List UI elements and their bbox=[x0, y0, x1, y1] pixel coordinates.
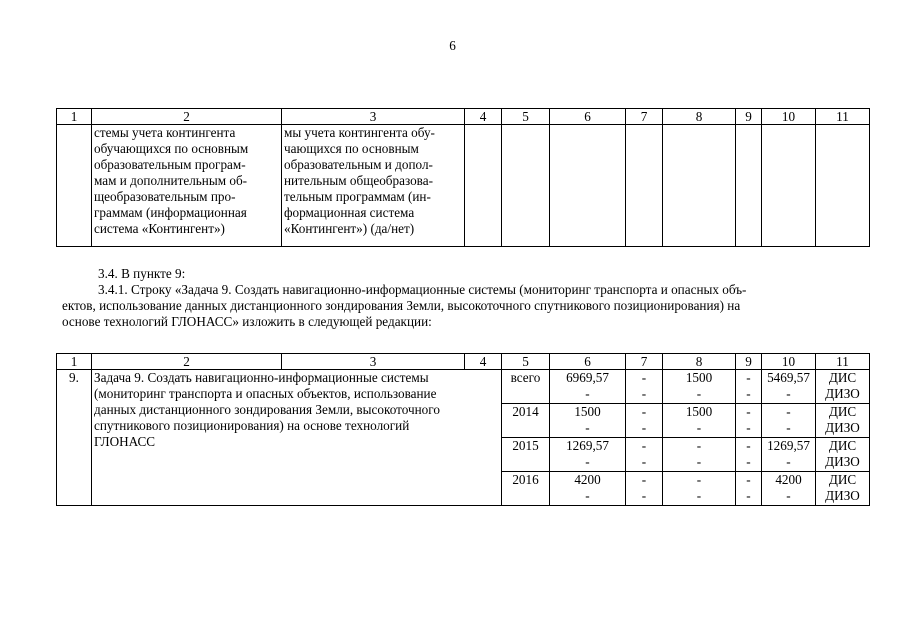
cell-value: - bbox=[786, 404, 791, 419]
cell-dash: - bbox=[585, 454, 590, 469]
cell-value: 5469,57 bbox=[767, 370, 810, 385]
col-header-8: 8 bbox=[663, 354, 736, 370]
cell-col10 bbox=[762, 370, 816, 404]
table-row bbox=[57, 125, 870, 247]
paragraph-3-4: 3.4. В пункте 9: bbox=[98, 266, 186, 281]
cell-value: 4200 bbox=[775, 472, 802, 487]
cell-value: 1500 bbox=[685, 370, 713, 385]
cell-total bbox=[550, 370, 626, 404]
cell-col9 bbox=[736, 370, 762, 404]
col-header-1: 1 bbox=[57, 354, 92, 370]
cell-col7 bbox=[626, 472, 663, 506]
text-line: мы учета контингента обу- bbox=[284, 125, 435, 140]
cell-executor bbox=[816, 472, 870, 506]
cell-col8 bbox=[663, 438, 736, 472]
cell-col9 bbox=[736, 472, 762, 506]
col-header-7: 7 bbox=[626, 109, 663, 125]
cell-value: 1269,57 bbox=[767, 438, 810, 453]
cell-dash: - bbox=[786, 488, 791, 503]
col-header-11: 11 bbox=[816, 354, 870, 370]
text-line: (мониторинг транспорта и опасных объектов, использование bbox=[94, 386, 437, 401]
col-header-11: 11 bbox=[816, 109, 870, 125]
col-header-4: 4 bbox=[465, 109, 502, 125]
col-header-5: 5 bbox=[502, 109, 550, 125]
text-line: данных дистанционного зондирования Земли, высокоточного bbox=[94, 402, 440, 417]
cell-col9 bbox=[736, 438, 762, 472]
cell-empty bbox=[502, 125, 550, 247]
col-header-2: 2 bbox=[92, 354, 282, 370]
col-header-3: 3 bbox=[282, 354, 465, 370]
cell-dash: - bbox=[696, 386, 702, 401]
text-line: ГЛОНАСС bbox=[94, 434, 156, 449]
cell-col10 bbox=[762, 472, 816, 506]
cell-value: - bbox=[746, 404, 751, 419]
cell-dash: - bbox=[585, 420, 590, 435]
col-header-9: 9 bbox=[736, 354, 762, 370]
text-line: чающихся по основным bbox=[284, 141, 419, 156]
executor-line2: ДИЗО bbox=[825, 420, 860, 435]
cell-task-number: 9. bbox=[57, 370, 92, 506]
executor-line1: ДИС bbox=[828, 370, 857, 385]
text-line: обучающихся по основным bbox=[94, 141, 249, 156]
cell-value: 4200 bbox=[574, 472, 601, 487]
cell-empty bbox=[550, 125, 626, 247]
cell-dash: - bbox=[641, 386, 647, 401]
header-row bbox=[57, 109, 870, 125]
cell-empty bbox=[626, 125, 663, 247]
text-line: образовательным програм- bbox=[94, 157, 246, 172]
cell-col9 bbox=[736, 404, 762, 438]
cell-dash: - bbox=[696, 454, 702, 469]
cell-empty bbox=[57, 125, 92, 247]
cell-empty bbox=[762, 125, 816, 247]
col-header-6: 6 bbox=[550, 354, 626, 370]
cell-value: - bbox=[641, 404, 647, 419]
cell-dash: - bbox=[746, 454, 751, 469]
cell-col7 bbox=[626, 404, 663, 438]
cell-period: 2015 bbox=[502, 438, 550, 472]
cell-value: - bbox=[641, 472, 647, 487]
text-line: тельным программам (ин- bbox=[284, 189, 431, 204]
cell-dash: - bbox=[641, 488, 647, 503]
text-line: образовательным и допол- bbox=[284, 157, 433, 172]
text-line: спутникового позиционирования) на основе технологий bbox=[94, 418, 410, 433]
text-line: граммам (информационная bbox=[94, 205, 247, 220]
col-header-1: 1 bbox=[57, 109, 92, 125]
cell-col8 bbox=[663, 370, 736, 404]
col-header-5: 5 bbox=[502, 354, 550, 370]
paragraph-3-4-1-line1: 3.4.1. Строку «Задача 9. Создать навигационно-информационные системы (мониторинг транспорта и опасных объ- bbox=[98, 282, 747, 297]
cell-empty bbox=[736, 125, 762, 247]
cell-period: 2014 bbox=[502, 404, 550, 438]
col-header-6: 6 bbox=[550, 109, 626, 125]
text-line: щеобразовательным про- bbox=[94, 189, 236, 204]
col-header-10: 10 bbox=[762, 354, 816, 370]
text-line: система «Контингент») bbox=[94, 221, 225, 236]
table-task-9 bbox=[56, 353, 870, 506]
cell-task-description bbox=[92, 370, 502, 506]
col-header-9: 9 bbox=[736, 109, 762, 125]
cell-dash: - bbox=[641, 420, 647, 435]
cell-period: 2016 bbox=[502, 472, 550, 506]
cell-col10 bbox=[762, 438, 816, 472]
executor-line1: ДИС bbox=[828, 472, 857, 487]
cell-executor bbox=[816, 404, 870, 438]
col-header-7: 7 bbox=[626, 354, 663, 370]
executor-line2: ДИЗО bbox=[825, 454, 860, 469]
cell-executor bbox=[816, 370, 870, 404]
cell-col8 bbox=[663, 404, 736, 438]
cell-dash: - bbox=[696, 488, 702, 503]
cell-dash: - bbox=[786, 420, 791, 435]
cell-value: - bbox=[696, 472, 702, 487]
cell-col8 bbox=[663, 472, 736, 506]
cell-dash: - bbox=[585, 488, 590, 503]
cell-dash: - bbox=[746, 488, 751, 503]
cell-indicator-name bbox=[92, 125, 282, 247]
cell-value: - bbox=[696, 438, 702, 453]
cell-value: 1269,57 bbox=[566, 438, 609, 453]
cell-total bbox=[550, 438, 626, 472]
cell-dash: - bbox=[585, 386, 590, 401]
col-header-2: 2 bbox=[92, 109, 282, 125]
col-header-4: 4 bbox=[465, 354, 502, 370]
cell-dash: - bbox=[746, 420, 751, 435]
cell-total bbox=[550, 404, 626, 438]
cell-value: - bbox=[641, 370, 647, 385]
cell-value: 1500 bbox=[574, 404, 601, 419]
table-continuation bbox=[56, 108, 870, 247]
col-header-3: 3 bbox=[282, 109, 465, 125]
cell-period: всего bbox=[502, 370, 550, 404]
col-header-10: 10 bbox=[762, 109, 816, 125]
cell-dash: - bbox=[641, 454, 647, 469]
cell-empty bbox=[663, 125, 736, 247]
cell-value: - bbox=[641, 438, 647, 453]
header-row bbox=[57, 354, 870, 370]
paragraph-3-4-1-line3: основе технологий ГЛОНАСС» изложить в следующей редакции: bbox=[62, 314, 432, 329]
cell-col7 bbox=[626, 370, 663, 404]
cell-value: 6969,57 bbox=[566, 370, 609, 385]
text-line: Задача 9. Создать навигационно-информационные системы bbox=[94, 370, 429, 385]
text-line: формационная система bbox=[284, 205, 415, 220]
cell-dash: - bbox=[696, 420, 702, 435]
executor-line1: ДИС bbox=[828, 404, 857, 419]
page-number: 6 bbox=[449, 38, 456, 53]
paragraph-3-4-1-line2: ектов, использование данных дистанционного зондирования Земли, высокоточного спутникового позиционирования) на bbox=[62, 298, 741, 313]
text-line: мам и дополнительным об- bbox=[94, 173, 248, 188]
cell-dash: - bbox=[746, 386, 751, 401]
cell-col10 bbox=[762, 404, 816, 438]
cell-empty bbox=[465, 125, 502, 247]
cell-indicator-unit bbox=[282, 125, 465, 247]
col-header-8: 8 bbox=[663, 109, 736, 125]
cell-value: - bbox=[746, 370, 751, 385]
cell-dash: - bbox=[786, 386, 791, 401]
executor-line2: ДИЗО bbox=[825, 386, 860, 401]
text-line: стемы учета контингента bbox=[94, 125, 236, 140]
cell-value: - bbox=[746, 472, 751, 487]
table-row bbox=[57, 370, 870, 404]
cell-value: - bbox=[746, 438, 751, 453]
cell-executor bbox=[816, 438, 870, 472]
text-line: «Контингент») (да/нет) bbox=[284, 221, 415, 236]
executor-line1: ДИС bbox=[828, 438, 857, 453]
cell-value: 1500 bbox=[685, 404, 713, 419]
cell-dash: - bbox=[786, 454, 791, 469]
cell-empty bbox=[816, 125, 870, 247]
executor-line2: ДИЗО bbox=[825, 488, 860, 503]
text-line: нительным общеобразова- bbox=[284, 173, 433, 188]
cell-col7 bbox=[626, 438, 663, 472]
cell-total bbox=[550, 472, 626, 506]
